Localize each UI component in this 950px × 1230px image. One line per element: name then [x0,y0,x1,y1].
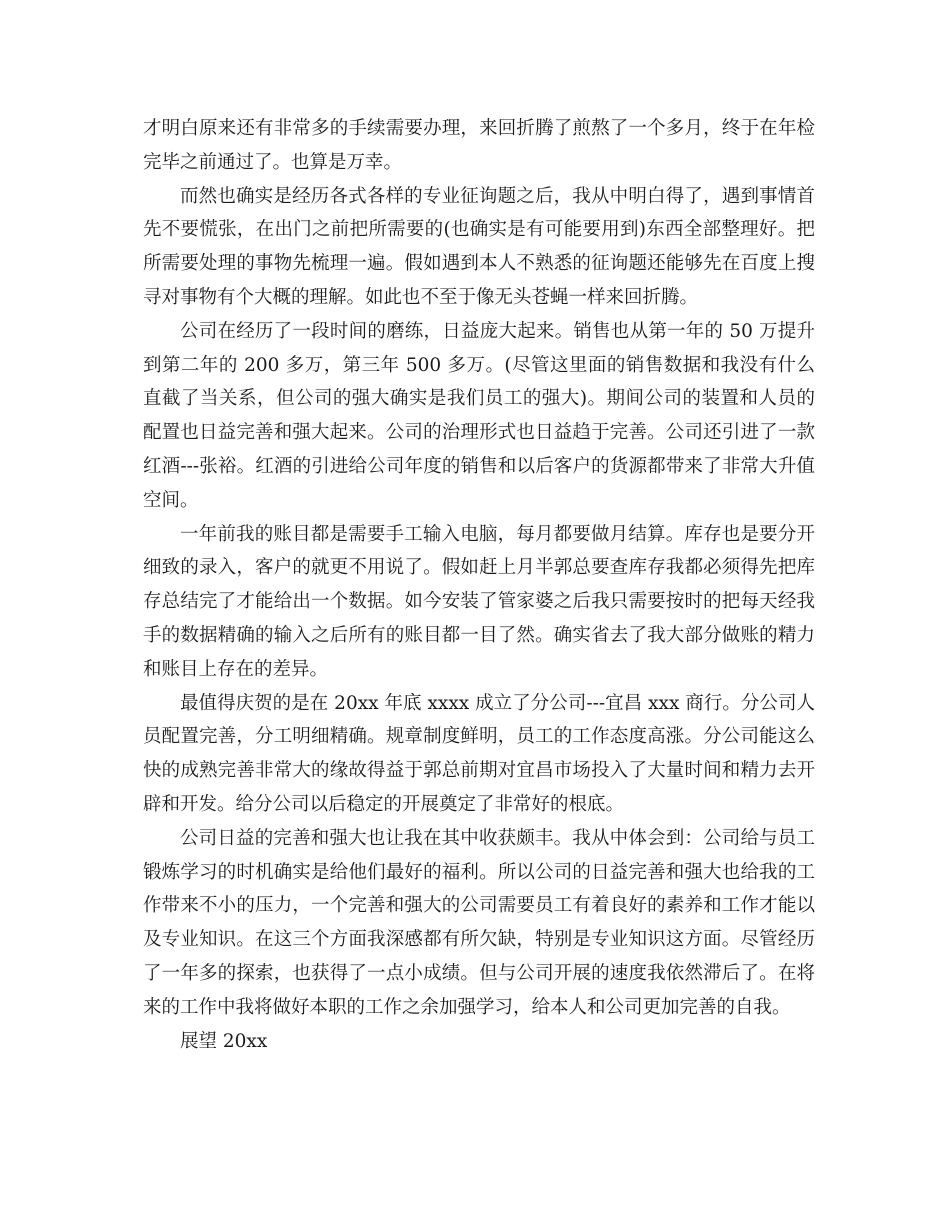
paragraph-2: 而然也确实是经历各式各样的专业征询题之后，我从中明白得了，遇到事情首先不要慌张，在出门之前把所需要的(也确实是有可能要用到)东西全部整理好。把所需要处理的事物先梳理一遍。假如遇到本人不熟悉的征询题还能够先在百度上搜寻对事物有个大概的理解。如此也不至于像无头苍蝇一样来回折腾。 [143,185,815,308]
paragraph-4: 一年前我的账目都是需要手工输入电脑，每月都要做月结算。库存也是要分开细致的录入，客户的就更不用说了。假如赶上月半郭总要查库存我都必须得先把库存总结完了才能给出一个数据。如今安装了管家婆之后我只需要按时的把每天经我手的数据精确的输入之后所有的账目都一目了然。确实省去了我大部分做账的精力和账目上存在的差异。 [143,523,815,680]
paragraph-3: 公司在经历了一段时间的磨练，日益庞大起来。销售也从第一年的 50 万提升到第二年的 200 多万，第三年 500 多万。(尽管这里面的销售数据和我没有什么直截了当关系，但公司的强大确实是我们员工的强大)。期间公司的装置和人员的配置也日益完善和强大起来。公司的治理形式也日益趋于完善。公司还引进了一款红酒---张裕。红酒的引进给公司年度的销售和以后客户的货源都带来了非常大升值空间。 [143,320,815,511]
paragraph-7: 展望 20xx [180,1030,268,1052]
paragraph-5: 最值得庆贺的是在 20xx 年底 xxxx 成立了分公司---宜昌 xxx 商行。分公司人员配置完善，分工明细精确。规章制度鲜明，员工的工作态度高涨。分公司能这么快的成熟完善非常大的缘故得益于郭总前期对宜昌市场投入了大量时间和精力去开辟和开发。给分公司以后稳定的开展奠定了非常好的根底。 [143,692,815,815]
paragraph-6: 公司日益的完善和强大也让我在其中收获颇丰。我从中体会到：公司给与员工锻炼学习的时机确实是给他们最好的福利。所以公司的日益完善和强大也给我的工作带来不小的压力，一个完善和强大的公司需要员工有着良好的素养和工作才能以及专业知识。在这三个方面我深感都有所欠缺，特别是专业知识这方面。尽管经历了一年多的探索，也获得了一点小成绩。但与公司开展的速度我依然滞后了。在将来的工作中我将做好本职的工作之余加强学习，给本人和公司更加完善的自我。 [143,827,815,1018]
paragraph-1: 才明白原来还有非常多的手续需要办理，来回折腾了煎熬了一个多月，终于在年检完毕之前通过了。也算是万幸。 [143,118,815,173]
document-body [143,112,815,1058]
